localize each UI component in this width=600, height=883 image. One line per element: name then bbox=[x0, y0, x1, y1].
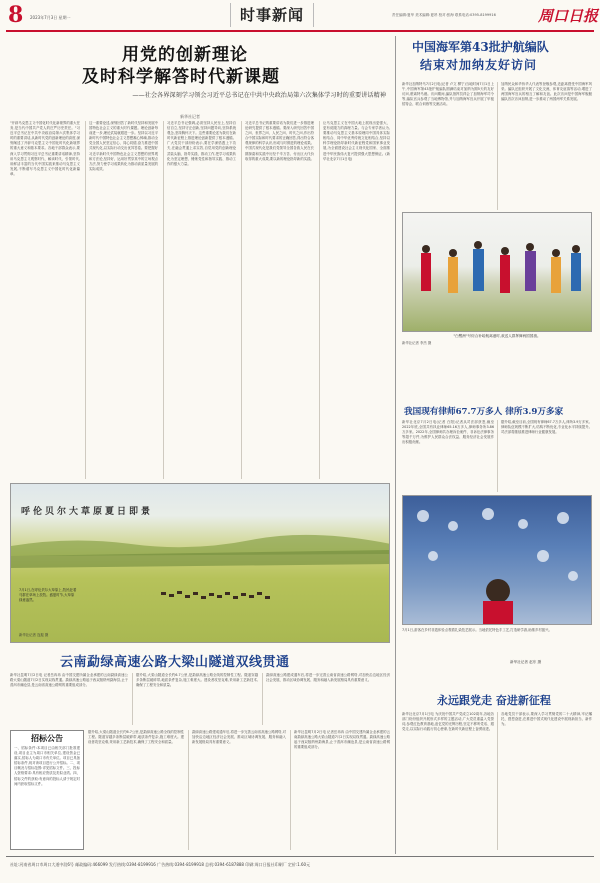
paper-logo: 周口日报 bbox=[538, 7, 599, 25]
lead-column-1: "开辟马克思主义中国化时代化新境界的重大任务,是当代中国共产党人的庄严历史责任。"习近平总书记在中共中央政治局第六次集体学习时的重要讲话,从新时代党的创新理论的高度,深刻阐述了开辟马克思主义中国化时代化新境界的重大意义和基本要求。各地干部群众表示,要深入学习贯彻习近平总书记重要讲话精神,坚持用马克思主义观察时代、解读时代、引领时代,用鲜活丰富的当代中国实践来推动马克思主义发展,不断谱写马克思主义中国化时代化新篇章。 bbox=[10, 121, 80, 176]
masthead bbox=[0, 0, 600, 30]
bottom-column-3: 新华社昆明7月2日电 记者岳冉冉 由中国交建所属企业承建的云南勐绿高速公路大梁山隧道7月2日实现双线贯通。勐绿高速公路起于西双版纳州勐海县,止于普洱市澜沧县,是云南省高速公路网的重要组成部分。 bbox=[290, 730, 390, 850]
navy-column-2: 加纳民众和华侨华人代表等登舰参观,近距离感受中国海军风采。编队还组织开展了文化交流、体育友谊赛等活动,增进了两国海军官兵的相互了解和友谊。此次访问是中国海军舰艇编队首次访问加纳,进一步推动了两国两军关系发展。 bbox=[497, 82, 592, 210]
highway-column-3: 勐绿高速公路建成通车后,将进一步完善云南省高速公路网络,对加快沿边地区经济社会发展、推动区域协调发展、服务和融入新发展格局具有重要意义。 bbox=[262, 673, 390, 725]
navy-column-1: 新华社加纳特马7月2日电(记者 卢文 柳宁)当地时间7月1日上午,中国海军第43批护航编队圆满结束对加纳为期5天的友好访问,驶离特马港。访问期间,编队指挥员拜会了加纳海军司令等,编队官兵参观了当地博物馆,并与加纳海军官兵开展了甲板招待会、联合训练等交流活动。 bbox=[402, 82, 494, 107]
party-headline: 永远跟党走 奋进新征程 bbox=[437, 694, 551, 707]
footer-text: 社址:河南省周口市周口大道中段6号 邮政编码:466099 发行热线:0394-8199916 广告热线:0394-8199918 总机:0394-6187888 印刷:周口日报社印刷厂 定价:1.60元 bbox=[10, 862, 311, 867]
lead-column-5: 让马克思主义在中国大地上展现出更强大、更有说服力的真理力量。与会专家学者认为,要推动马克思主义基本原理同中国具体实际相结合、同中华优秀传统文化相结合,坚持以科学理论指导新时代新征程党和国家事业发展,为全面建设社会主义现代化国家、全面推进中华民族伟大复兴提供强大思想保证。(新华社北京7月1日电) bbox=[319, 121, 390, 479]
lead-column-4: 习近平总书记的重要讲话为我们进一步推进理论研究提供了根本遵循。要深入研究回答中国之问、世界之问、人民之问、时代之问,作出符合中国实际和时代要求的正确回答,得出符合客观规律的科学认识,形成与时俱进的理论成果。中国式现代化是我们党领导全国各族人民在长期探索和实践中历经千辛万苦、付出巨大代价取得的重大成果,要以新的理论指导新的实践。 bbox=[241, 121, 314, 479]
highway-column-1: 新华社昆明7月2日电 记者岳冉冉 由中国交建所属企业承建的云南勐绿高速公路大梁山隧道7月2日实现双线贯通。勐绿高速公路起于西双版纳州勐海县,止于普洱市澜沧县,是云南省高速公路网的重要组成部分。 bbox=[10, 673, 128, 688]
lead-column-3: 习近平总书记强调,必须坚持人民至上,坚持自信自立,坚持守正创新,坚持问题导向,坚持系统观念,坚持胸怀天下。这些重要论述为我们在新时代新征程上推进理论创新提供了根本遵循。广大党员干部纷纷表示,要在学深悟透上下功夫,在融会贯通上求实效,自觉用党的创新理论武装头脑、指导实践、推动工作,把学习成果转化为坚定理想、锤炼党性和指导实践、推动工作的强大力量。 bbox=[163, 121, 236, 479]
grassland-title: 呼伦贝尔大草原夏日即景 bbox=[21, 507, 154, 517]
grassland-small-caption: 7月1日,在呼伦贝尔大草原上,牧民赶着马群在草场上放牧。盛夏时节,大草原绿意盎然。 bbox=[19, 588, 77, 602]
ad-box bbox=[10, 730, 84, 850]
section-title bbox=[230, 3, 314, 27]
page-number: 8 bbox=[8, 2, 24, 28]
navy-headline-1: 中国海军第43批护航编队 bbox=[412, 40, 549, 54]
right-divider bbox=[395, 36, 396, 854]
navy-headline-2: 结束对加纳友好访问 bbox=[420, 58, 538, 72]
navy-photo bbox=[402, 212, 592, 332]
party-column-1: 新华社北京7月1日电 为庆祝中国共产党成立102周年,各地各部门纷纷组织开展形式多样的主题活动,广大党员重温入党誓词,参观红色教育基地,追忆党的光辉历程,坚定不移听党话、跟党走,以实际行动践行初心使命,在新时代新征程上奋勇前进。 bbox=[402, 712, 494, 732]
navy-photo-caption: "白鹭洲"号综合补给舰离港时,欢送人群挥舞两国国旗。 bbox=[453, 334, 541, 338]
highway-column-2: 据介绍,大梁山隧道全长约6.7公里,是勐绿高速公路全线的控制性工程。隧道穿越多条断层破碎带,地质条件复杂,施工难度大。建设者攻坚克难,采用新工艺新技术,确保了工程安全和质量。 bbox=[132, 673, 258, 725]
tie-dye-photo bbox=[402, 495, 592, 625]
ad-text: 一、招标条件:本项目已由相关部门批准建设,项目业主为周口市相关单位,建设资金已落实,招标人为周口市有关单位。项目已具备招标条件,现对该项目进行公开招标。二、项目概况与招标范围:详见招标文件。三、投标人资格要求:具有相应资质及类似业绩。四、招标文件的获取:有意向的投标人请于规定时间内获取招标文件。 bbox=[14, 746, 80, 786]
ad-title: 招标公告 bbox=[31, 734, 63, 743]
dancers-scene bbox=[403, 213, 592, 332]
grassland-credit: 新华社记者 连振 摄 bbox=[19, 633, 49, 637]
lawyers-headline: 我国现有律师67.7万多人 律所3.9万多家 bbox=[404, 407, 564, 417]
section-title-text: 时事新闻 bbox=[239, 6, 304, 24]
lead-subtitle: ——社会各界深刻学习领会习近平总书记在中共中央政治局第六次集体学习时的重要讲话精神 bbox=[132, 92, 386, 99]
bottom-column-1: 据介绍,大梁山隧道全长约6.7公里,是勐绿高速公路全线的控制性工程。隧道穿越多条断层破碎带,地质条件复杂,施工难度大。建设者攻坚克难,采用新工艺新技术,确保了工程安全和质量。 bbox=[88, 730, 184, 745]
highway-headline: 云南勐绿高速公路大梁山隧道双线贯通 bbox=[60, 655, 290, 670]
tie-dye-credit: 新华社记者 赵东 摄 bbox=[510, 660, 542, 664]
navy-photo-credit: 新华社记者 李杰 摄 bbox=[402, 341, 432, 345]
footer-rule bbox=[6, 856, 594, 857]
lead-byline: 新华社记者 bbox=[180, 114, 200, 119]
party-column-2: 各地党员干部表示,要深入学习贯彻党的二十大精神,牢记嘱托、感恩奋进,在推进中国式现代化建设中展现新担当、新作为。 bbox=[497, 712, 592, 850]
tie-dye-scene bbox=[403, 496, 592, 625]
tie-dye-caption: 7月1日,游客在乡村非遗体验点观看扎染技艺展示。当地依托特色手工艺,打造研学游,助推乡村振兴。 bbox=[402, 628, 552, 632]
masthead-rule bbox=[6, 30, 594, 32]
lead-column-2: 这一重要论述,深刻回答了新时代坚持和发展中国特色社会主义的重大时代课题。理论创新每前进一步,理论武装就跟进一步。坚持以习近平新时代中国特色社会主义思想凝心铸魂,推动全党全国人民坚定信心、同心同德,奋力推进中国式现代化,以实际行动交出优异答卷。要把握好习近平新时代中国特色社会主义思想的世界观和方法论,坚持好、运用好贯穿其中的立场观点方法,努力使学习成果转化为推动高质量发展的实际成效。 bbox=[85, 121, 158, 479]
date-line: 2023年7月3日 星期一 bbox=[30, 15, 71, 20]
lead-headline-1: 用党的创新理论 bbox=[122, 45, 248, 65]
lawyers-column-2: 据介绍,截至目前,全国现有律师67.7万多人,律所3.9万多家。律师队伍规模不断扩大,结构不断优化,专业化水平持续提升。司法部将继续推进律师行业健康发展。 bbox=[497, 420, 592, 492]
lead-headline-2: 及时科学解答时代新课题 bbox=[82, 67, 280, 87]
lawyers-column-1: 新华社北京7月2日电(记者 白阳)记者从司法部获悉,截至2022年底,全国共有执业律师65.16万多人,律师事务所3.86万多家。2022年,全国律师共办理诉讼案件、非诉讼法律事务等超千万件,为维护人民群众合法权益、服务经济社会发展作出积极贡献。 bbox=[402, 420, 494, 445]
editor-line: 责任编辑:夏华 美术编辑:夏昂 校对:张海 联系电话:0395-8199916 bbox=[392, 13, 496, 17]
bottom-column-2: 勐绿高速公路建成通车后,将进一步完善云南省高速公路网络,对加快沿边地区经济社会发展、推动区域协调发展、服务和融入新发展格局具有重要意义。 bbox=[188, 730, 286, 850]
grassland-photo bbox=[10, 483, 390, 643]
